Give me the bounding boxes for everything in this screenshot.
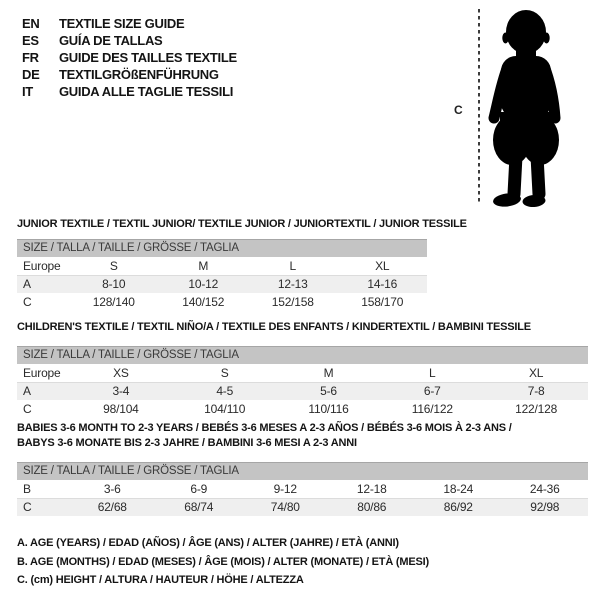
cell: 4-5 <box>173 382 277 400</box>
cell: 128/140 <box>69 293 159 311</box>
col-header: XL <box>338 257 428 275</box>
cell: 86/92 <box>415 498 502 516</box>
cell: 3-4 <box>69 382 173 400</box>
cell: 12-18 <box>329 480 416 498</box>
cell: 5-6 <box>277 382 381 400</box>
height-measure-label: C <box>454 103 463 117</box>
cell: 6-9 <box>156 480 243 498</box>
baby-figure <box>450 4 600 219</box>
lang-row-es <box>22 32 237 49</box>
lang-code: EN <box>22 16 40 31</box>
measurement-legend <box>17 534 429 590</box>
legend-line-c: C. (cm) HEIGHT / ALTURA / HAUTEUR / HÖHE / ALTEZZA <box>17 574 304 586</box>
col-header: Europe <box>17 364 69 382</box>
lang-row-en <box>22 15 237 32</box>
cell: 104/110 <box>173 400 277 418</box>
cell: 7-8 <box>484 382 588 400</box>
table-row-columns <box>17 257 427 275</box>
cell: 80/86 <box>329 498 416 516</box>
table-row-months <box>17 480 588 498</box>
babies-title-line-2: BABYS 3-6 MONATE BIS 2-3 JAHRE / BAMBINI 3-6 MESI A 2-3 ANNI <box>17 436 357 449</box>
table-row-height <box>17 400 588 418</box>
lang-title: GUIDE DES TAILLES TEXTILE <box>59 50 237 65</box>
row-label: A <box>17 275 69 293</box>
cell: 122/128 <box>484 400 588 418</box>
lang-title: GUIDA ALLE TAGLIE TESSILI <box>59 84 234 99</box>
cell: 158/170 <box>338 293 428 311</box>
junior-size-table <box>17 239 427 311</box>
cell: 9-12 <box>242 480 329 498</box>
size-bar: SIZE / TALLA / TAILLE / GRÖSSE / TAGLIA <box>17 462 588 480</box>
lang-row-it <box>22 83 237 100</box>
size-bar: SIZE / TALLA / TAILLE / GRÖSSE / TAGLIA <box>17 239 427 257</box>
cell: 18-24 <box>415 480 502 498</box>
table-row-height <box>17 498 588 516</box>
junior-section-title: JUNIOR TEXTILE / TEXTIL JUNIOR/ TEXTILE JUNIOR / JUNIORTEXTIL / JUNIOR TESSILE <box>17 218 467 230</box>
row-label: B <box>17 480 69 498</box>
babies-section-title <box>17 421 512 450</box>
cell: 3-6 <box>69 480 156 498</box>
cell: 24-36 <box>502 480 589 498</box>
lang-code: DE <box>22 67 40 82</box>
cell: 140/152 <box>159 293 249 311</box>
col-header: XL <box>484 364 588 382</box>
cell: 10-12 <box>159 275 249 293</box>
col-header: L <box>380 364 484 382</box>
cell: 68/74 <box>156 498 243 516</box>
lang-title: TEXTILGRÖßENFÜHRUNG <box>59 67 219 82</box>
children-section-title: CHILDREN'S TEXTILE / TEXTIL NIÑO/A / TEXTILE DES ENFANTS / KINDERTEXTIL / BAMBINI TESSILE <box>17 321 531 333</box>
lang-row-fr <box>22 49 237 66</box>
lang-code: IT <box>22 84 33 99</box>
row-label: A <box>17 382 69 400</box>
lang-row-de <box>22 66 237 83</box>
cell: 116/122 <box>380 400 484 418</box>
table-row-age <box>17 382 588 400</box>
babies-size-table <box>17 462 588 516</box>
size-bar: SIZE / TALLA / TAILLE / GRÖSSE / TAGLIA <box>17 346 588 364</box>
lang-code: ES <box>22 33 39 48</box>
legend-line-a: A. AGE (YEARS) / EDAD (AÑOS) / ÂGE (ANS) / ALTER (JAHRE) / ETÀ (ANNI) <box>17 537 399 549</box>
row-label: C <box>17 498 69 516</box>
cell: 62/68 <box>69 498 156 516</box>
col-header: Europe <box>17 257 69 275</box>
cell: 8-10 <box>69 275 159 293</box>
col-header: M <box>159 257 249 275</box>
col-header: S <box>69 257 159 275</box>
table-row-columns <box>17 364 588 382</box>
lang-title: GUÍA DE TALLAS <box>59 33 163 48</box>
row-label: C <box>17 293 69 311</box>
cell: 14-16 <box>338 275 428 293</box>
row-label: C <box>17 400 69 418</box>
lang-code: FR <box>22 50 39 65</box>
cell: 6-7 <box>380 382 484 400</box>
cell: 152/158 <box>248 293 338 311</box>
legend-line-b: B. AGE (MONTHS) / EDAD (MESES) / ÂGE (MOIS) / ALTER (MONATE) / ETÀ (MESI) <box>17 555 429 568</box>
col-header: M <box>277 364 381 382</box>
cell: 98/104 <box>69 400 173 418</box>
babies-title-line-1: BABIES 3-6 MONTH TO 2-3 YEARS / BEBÉS 3-6 MESES A 2-3 AÑOS / BÉBÉS 3-6 MOIS À 2-3 ANS / <box>17 422 512 434</box>
col-header: L <box>248 257 338 275</box>
cell: 74/80 <box>242 498 329 516</box>
cell: 110/116 <box>277 400 381 418</box>
cell: 92/98 <box>502 498 589 516</box>
cell: 12-13 <box>248 275 338 293</box>
language-title-list <box>22 15 237 100</box>
col-header: S <box>173 364 277 382</box>
table-row-height <box>17 293 427 311</box>
children-size-table <box>17 346 588 418</box>
baby-silhouette-icon <box>450 4 600 219</box>
lang-title: TEXTILE SIZE GUIDE <box>59 16 185 31</box>
table-row-age <box>17 275 427 293</box>
col-header: XS <box>69 364 173 382</box>
